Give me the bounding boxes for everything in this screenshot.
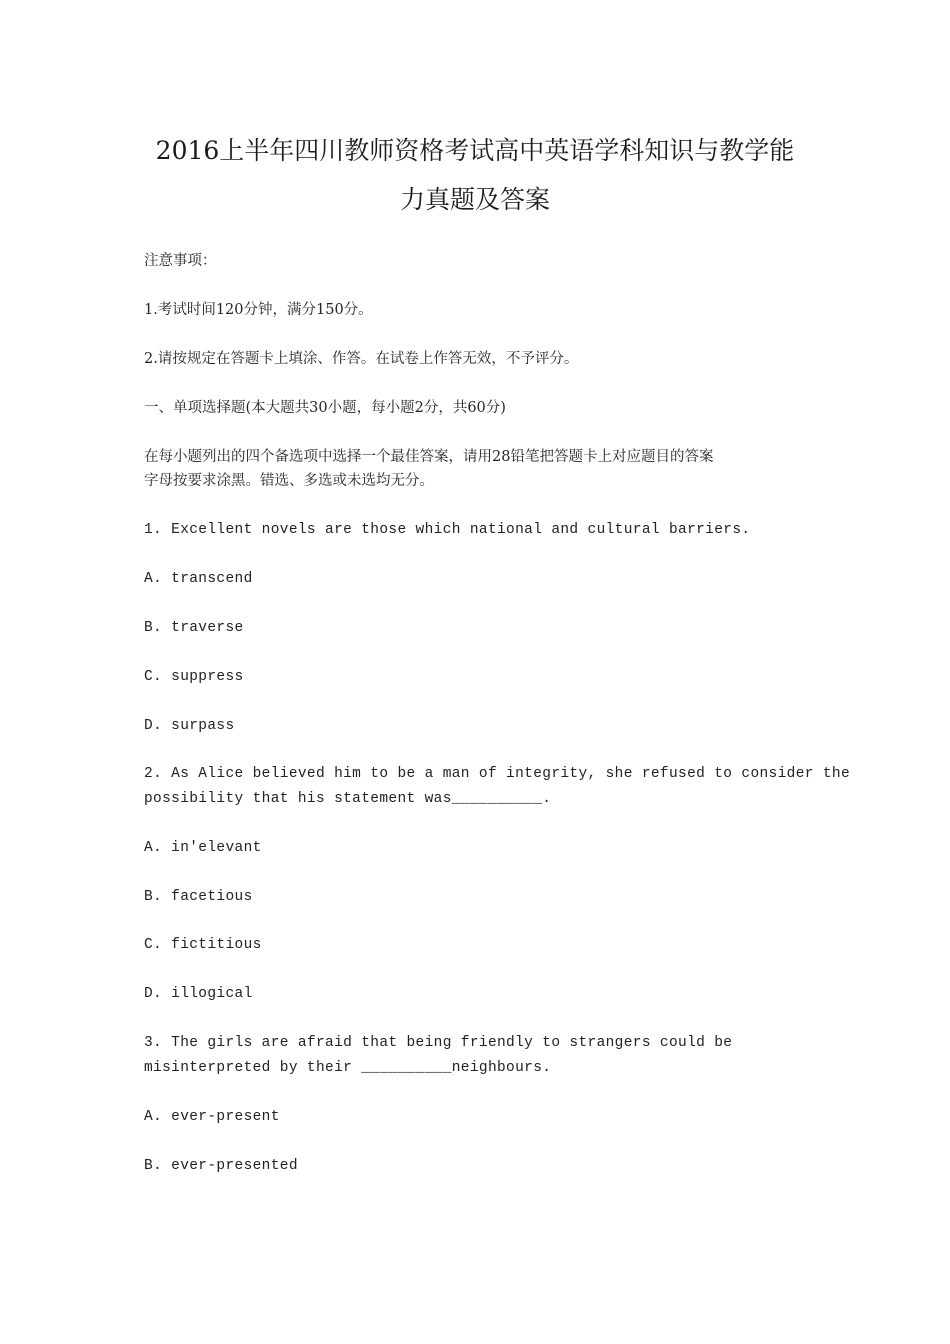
question-3-stem-line-2: misinterpreted by their __________neighbours. [144,1060,552,1076]
question-1-option-c: C. suppress [144,669,244,685]
section-1-heading: 一、单项选择题(本大题共30小题，每小题2分，共60分) [144,400,506,416]
section-1-instruction-line-1: 在每小题列出的四个备选项中选择一个最佳答案，请用28铅笔把答题卡上对应题目的答案 [144,449,714,465]
question-3-option-a: A. ever-present [144,1109,280,1125]
notice-item-1: 1.考试时间120分钟，满分150分。 [144,302,373,318]
question-1-option-b: B. traverse [144,620,244,636]
notice-item-2: 2.请按规定在答题卡上填涂、作答。在试卷上作答无效，不予评分。 [144,351,579,367]
question-3-stem-line-1: 3. The girls are afraid that being friendly to strangers could be [144,1035,733,1051]
section-1-instruction-line-2: 字母按要求涂黑。错选、多选或未选均无分。 [144,473,434,489]
question-2-option-c: C. fictitious [144,937,262,953]
question-2-stem-line-1: 2. As Alice believed him to be a man of integrity, she refused to consider the [144,766,851,782]
question-2-option-d: D. illogical [144,986,253,1002]
question-2-option-a: A. in'elevant [144,840,262,856]
question-1-option-d: D. surpass [144,718,235,734]
question-2-option-b: B. facetious [144,889,253,905]
question-1-stem: 1. Excellent novels are those which national and cultural barriers. [144,522,751,538]
question-1-option-a: A. transcend [144,571,253,587]
notice-heading: 注意事项： [144,253,217,269]
question-3-option-b: B. ever-presented [144,1158,298,1174]
document-title-line-2: 力真题及答案 [399,185,550,214]
document-title-line-1: 2016上半年四川教师资格考试高中英语学科知识与教学能 [155,136,795,165]
question-2-stem-line-2: possibility that his statement was__________. [144,791,552,807]
